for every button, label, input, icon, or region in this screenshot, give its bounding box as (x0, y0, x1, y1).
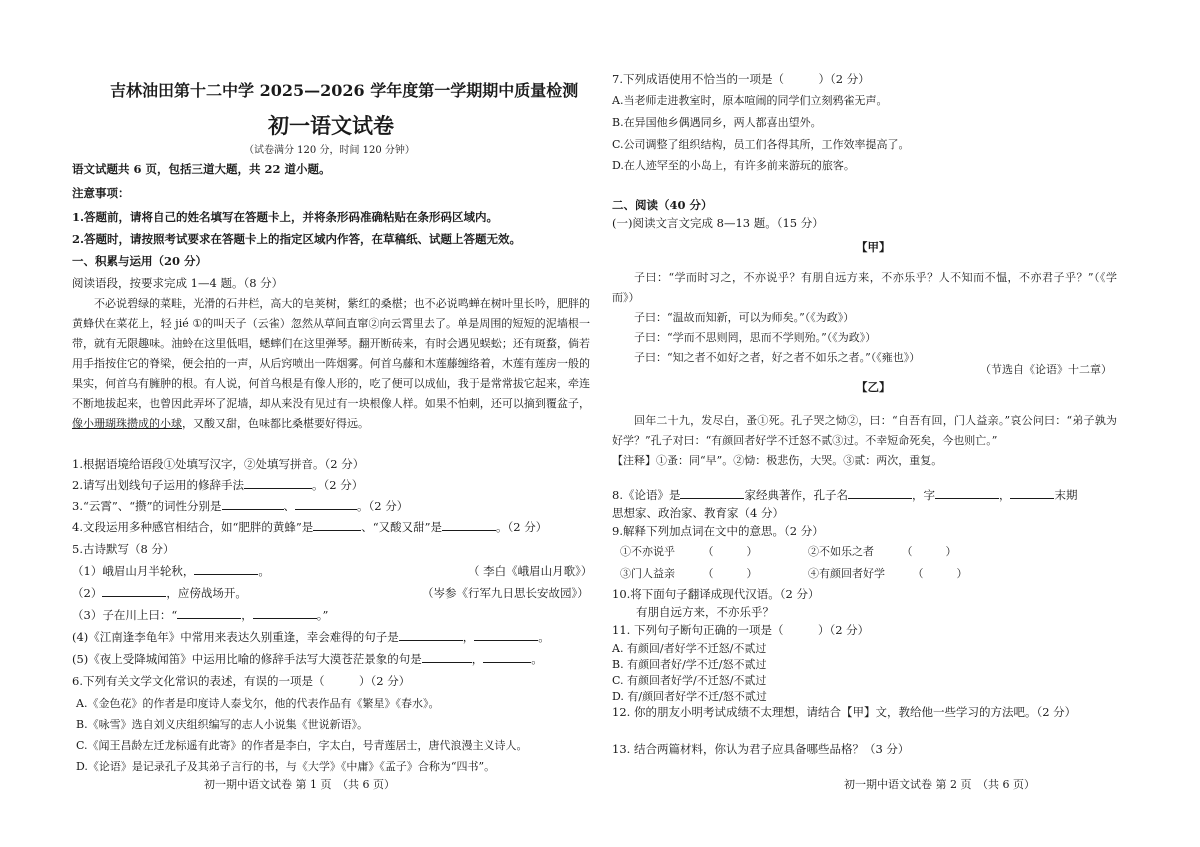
answer-blank[interactable] (848, 486, 912, 499)
answer-blank[interactable] (442, 518, 496, 531)
question-5: 5.古诗默写（8 分） (72, 542, 175, 556)
question-4: 4.文段运用多种感官相结合，如“肥胖的黄蜂”是 、“又酸又甜”是 。（2 分） (72, 520, 548, 534)
question-6-option-c: C.《闻王昌龄左迁龙标遥有此寄》的作者是李白，字太白，号青莲居士，唐代浪漫主义诗人。 (76, 739, 528, 752)
answer-blank[interactable] (253, 606, 317, 619)
question-6-option-d: D.《论语》是记录孔子及其弟子言行的书，与《大学》《中庸》《孟子》合称为“四书”。 (76, 760, 496, 773)
text-yi: 回年二十九，发尽白，蚤①死。孔子哭之恸②，曰：“自吾有回，门人益亲。”哀公问曰：“弟子孰为好学？”孔子对曰：“有颜回者好学不迁怒不贰③过。不幸短命死矣，今也则亡。” (612, 414, 1117, 447)
question-9-item-3: ③门人益亲 （ ） (620, 567, 758, 580)
jia-line-3: 子曰：“学而不思则罔，思而不学则殆。”（《为政》） (634, 331, 877, 344)
answer-blank[interactable] (399, 628, 463, 641)
question-6: 6.下列有关文学文化常识的表述，有误的一项是（ ）（2 分） (72, 674, 411, 688)
answer-blank[interactable] (935, 486, 999, 499)
question-5-1: （1）峨眉山月半轮秋， 。 (72, 564, 270, 578)
answer-blank[interactable] (244, 476, 312, 489)
question-8-continued: 思想家、政治家、教育家（4 分） (612, 506, 784, 520)
answer-blank[interactable] (177, 606, 241, 619)
question-3: 3.“云霄”、“攒”的词性分别是 、 。（2 分） (72, 499, 409, 513)
notice-item-2: 2.答题时，请按照考试要求在答题卡上的指定区域内作答，在草稿纸、试题上答题无效。 (72, 232, 522, 246)
jia-line-1: 子曰：“学而时习之，不亦说乎？有朋自远方来，不亦乐乎？人不知而不愠，不亦君子乎？”（《学而》） (612, 271, 1117, 304)
notice-heading: 注意事项： (72, 186, 130, 200)
section-2-heading: 二、阅读（40 分） (612, 198, 713, 212)
question-5-2-source: （岑参《行军九日思长安故园》） (422, 586, 589, 600)
page-1-footer: 初一期中语文试卷 第 1 页 （共 6 页） (204, 778, 395, 791)
jia-line-2: 子曰：“温故而知新，可以为师矣。”（《为政》） (634, 311, 855, 324)
underlined-sentence: 像小珊瑚珠攒成的小球 (72, 417, 182, 430)
reading-passage: 不必说碧绿的菜畦，光滑的石井栏，高大的皂荚树，紫红的桑椹；也不必说鸣蝉在树叶里长吟，肥胖的黄蜂伏在菜花上，轻 jié ①的叫天子（云雀）忽然从草间直窜②向云霄里去了。单是周围的短短的泥墙根一带，就有无限趣味。油蛉在这里低唱，蟋蟀们在这里弹琴。翻开断砖来，有时会遇见蜈蚣；还有斑蝥，倘若用手指按住它的脊梁，便会拍的一声，从后窍喷出一阵烟雾。何首乌藤和木莲藤缠络着，木莲有莲房一般的果实，何首乌有臃肿的根。有人说，何首乌根是有像人形的，吃了便可以成仙，我于是常常拔它起来，牵连不断地拔起来，也曾因此弄坏了泥墙，却从来没有见过有一块根像人样。如果不怕刺，还可以摘到覆盆子，像小珊瑚珠攒成的小球，又酸又甜，色味都比桑椹要好得远。 (72, 297, 590, 430)
answer-blank[interactable] (313, 518, 361, 531)
answer-blank[interactable] (194, 562, 258, 575)
text-yi-marker: 【乙】 (856, 380, 891, 394)
question-11-option-b: B. 有颜回者好/学不迁/怒不贰过 (612, 658, 767, 671)
question-7-option-a: A.当老师走进教室时，原本喧闹的同学们立刻鸦雀无声。 (612, 94, 888, 107)
paper-title: 初一语文试卷 (268, 113, 394, 138)
question-2: 2.请写出划线句子运用的修辞手法 。（2 分） (72, 478, 364, 492)
question-5-5: (5)《夜上受降城闻笛》中运用比喻的修辞手法写大漠苍茫景象的句是 ， 。 (72, 652, 543, 666)
text-jia-source: （节选自《论语》十二章） (980, 363, 1112, 376)
answer-blank[interactable] (1010, 486, 1054, 499)
question-10: 10.将下面句子翻译成现代汉语。（2 分） (612, 587, 820, 601)
question-11-option-c: C. 有颜回者好学/不迁怒/不贰过 (612, 674, 767, 687)
question-5-3: （3）子在川上曰：“ ， 。” (72, 608, 329, 622)
reading-instruction: 阅读语段，按要求完成 1—4 题。（8 分） (72, 276, 284, 290)
question-11: 11. 下列句子断句正确的一项是（ ）（2 分） (612, 623, 870, 637)
answer-blank[interactable] (222, 497, 284, 510)
section-1-heading: 一、积累与运用（20 分） (72, 254, 208, 268)
answer-blank[interactable] (680, 486, 744, 499)
text-yi-notes: 【注释】①蚤：同“早”。②恸：极悲伤，大哭。③贰：两次，重复。 (612, 454, 943, 467)
classical-reading-instruction: (一)阅读文言文完成 8—13 题。（15 分） (612, 216, 824, 230)
jia-line-4: 子曰：“知之者不如好之者，好之者不如乐之者。”（《雍也》） (634, 351, 921, 364)
question-5-1-source: （ 李白《峨眉山月歌》） (468, 564, 593, 578)
question-13: 13. 结合两篇材料，你认为君子应具备哪些品格？（3 分） (612, 742, 910, 756)
question-11-option-a: A. 有颜回/者好学不迁怒/不贰过 (612, 642, 767, 655)
text-jia (612, 268, 1117, 368)
question-7: 7.下列成语使用不恰当的一项是（ ）（2 分） (612, 72, 870, 86)
notice-item-1: 1.答题前，请将自己的姓名填写在答题卡上，并将条形码准确粘贴在条形码区域内。 (72, 210, 499, 224)
answer-blank[interactable] (474, 628, 538, 641)
question-9-item-4: ④有颜回者好学 （ ） (808, 567, 968, 580)
question-5-2: （2） ，应傍战场开。 (72, 586, 247, 600)
answer-blank[interactable] (102, 584, 166, 597)
question-5-4: (4)《江南逢李龟年》中常用来表达久别重逢，幸会难得的句子是 ， 。 (72, 630, 550, 644)
question-11-option-d: D. 有/颜回者好学不迁/怒不贰过 (612, 690, 767, 703)
question-6-option-a: A.《金色花》的作者是印度诗人泰戈尔，他的代表作品有《繁星》《春水》。 (76, 697, 440, 710)
question-6-option-b: B.《咏雪》选自刘义庆组织编写的志人小说集《世说新语》。 (76, 718, 369, 731)
answer-blank[interactable] (483, 650, 531, 663)
question-7-option-d: D.在人迹罕至的小岛上，有许多前来游玩的旅客。 (612, 159, 855, 172)
text-jia-marker: 【甲】 (856, 240, 891, 254)
question-7-option-c: C.公司调整了组织结构，员工们各得其所，工作效率提高了。 (612, 138, 910, 151)
question-7-option-b: B.在异国他乡偶遇同乡，两人都喜出望外。 (612, 116, 822, 129)
question-9: 9.解释下列加点词在文中的意思。（2 分） (612, 524, 824, 538)
question-1: 1.根据语境给语段①处填写汉字，②处填写拼音。（2 分） (72, 457, 365, 471)
question-9-item-1: ①不亦说乎 （ ） (620, 545, 758, 558)
page-2-footer: 初一期中语文试卷 第 2 页 （共 6 页） (844, 778, 1035, 791)
question-9-item-2: ②不如乐之者 （ ） (808, 545, 957, 558)
score-time-note: （试卷满分 120 分，时间 120 分钟） (244, 145, 415, 156)
question-12: 12. 你的朋友小明考试成绩不太理想，请结合【甲】文，教给他一些学习的方法吧。（2 分） (612, 705, 1077, 719)
answer-blank[interactable] (295, 497, 357, 510)
question-8: 8.《论语》是 家经典著作，孔子名 ，字 ， 末期 (612, 488, 1078, 502)
overview: 语文试题共 6 页，包括三道大题，共 22 道小题。 (72, 162, 331, 176)
school-title: 吉林油田第十二中学 2025—2026 学年度第一学期期中质量检测 (110, 81, 579, 100)
question-10-sentence: 有朋自远方来，不亦乐乎？ (636, 605, 774, 619)
answer-blank[interactable] (422, 650, 472, 663)
